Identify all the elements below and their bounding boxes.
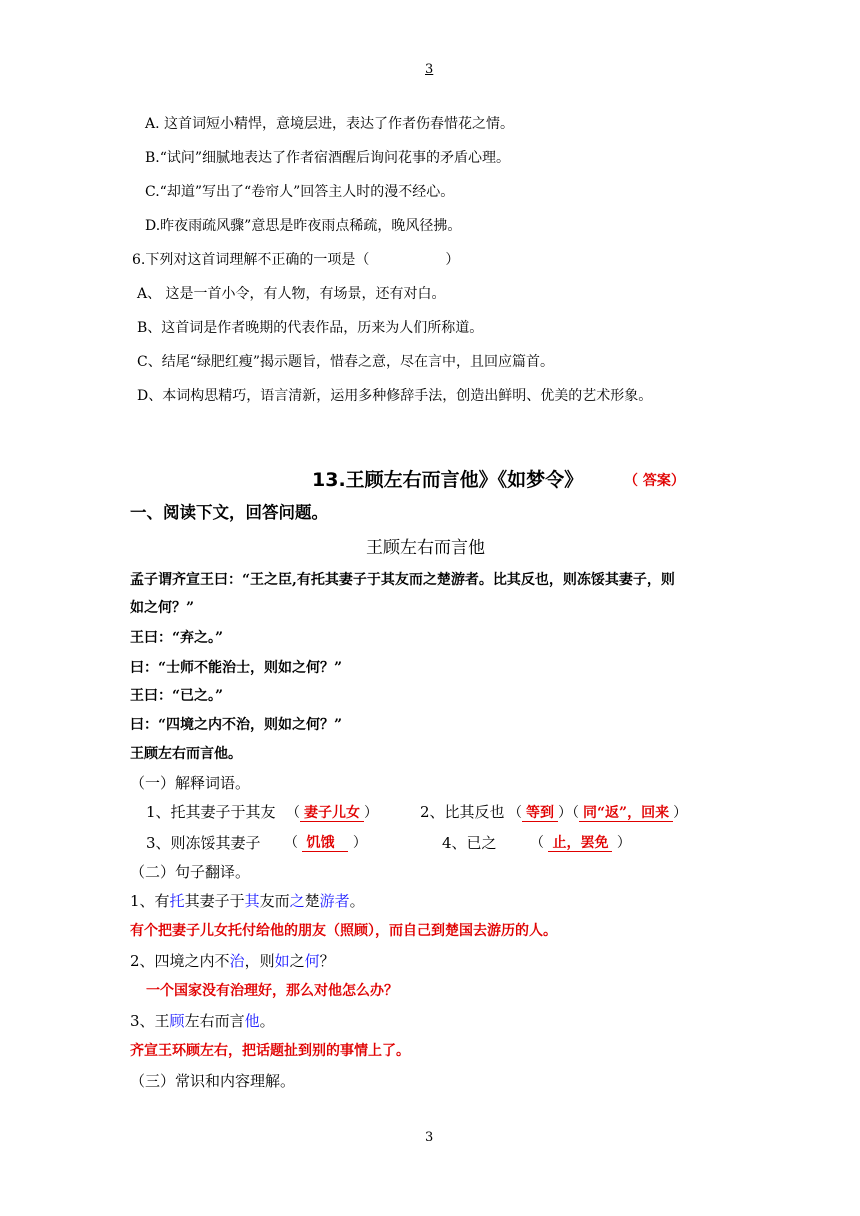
part1-item-1-answer: （ 妻子儿女 ） — [286, 805, 378, 821]
part3-heading: （三）常识和内容理解。 — [130, 1072, 296, 1090]
part2-s1-word: 。 — [349, 892, 365, 910]
q6-option-a: A、 这是一首小令，有人物，有场景，还有对白。 — [137, 286, 446, 302]
part2-s1-prefix: 1、有 — [130, 892, 170, 910]
part2-s2-word: 何 — [304, 952, 320, 970]
passage-line-4: 曰：“士师不能治士，则如之何？” — [130, 660, 343, 676]
part2-s3-word: 。 — [259, 1012, 275, 1030]
part2-s3-prefix: 3、王 — [130, 1012, 170, 1030]
part1-item-1-answer-text: 妻子儿女 — [300, 805, 364, 822]
part1-item-2-answer-1: 等到 — [522, 805, 558, 822]
answer-tag: （ 答案） — [624, 473, 685, 489]
section-title: 13.王顾左右而言他》《如梦令》 — [312, 469, 584, 491]
passage-line-1: 孟子谓齐宣王曰：“王之臣,有托其妻子于其友而之楚游者。比其反也，则冻馁其妻子，则 — [130, 572, 675, 588]
page-footer-number: 3 — [425, 1130, 434, 1145]
part2-s1-word: 托 — [169, 892, 185, 910]
part2-s1-word: 楚 — [304, 892, 320, 910]
part1-item-3-answer-text: 饥饿 — [302, 835, 348, 852]
part1-item-2-label: 2、比其反也 — [420, 803, 505, 821]
part2-sentence-1 — [130, 890, 365, 911]
part2-s1-word: 其 — [244, 892, 260, 910]
part2-s3-word: 顾 — [169, 1012, 185, 1030]
part2-s1-word: 其 — [184, 892, 200, 910]
q6-option-b: B、这首词是作者晚期的代表作品，历来为人们所称道。 — [137, 320, 484, 336]
part1-item-3-label: 3、则冻馁其妻子 — [146, 834, 261, 852]
part2-s2-word: ，则 — [244, 952, 275, 970]
part1-item-1-label: 1、托其妻子于其友 — [146, 803, 276, 821]
part2-s2-word: 治 — [229, 952, 245, 970]
part1-item-2-answer-2: 同“返”，回来 — [579, 805, 673, 822]
part2-answer-3: 齐宣王环顾左右，把话题扯到别的事情上了。 — [130, 1043, 410, 1059]
part1-item-4-answer: （ 止，罢免 ） — [530, 835, 631, 851]
part2-s3-word: 左右而言 — [184, 1012, 245, 1030]
passage-line-6: 曰：“四境之内不治，则如之何？” — [130, 717, 343, 733]
passage-line-3: 王曰：“弃之。” — [130, 630, 224, 646]
part2-s3-word: 他 — [244, 1012, 260, 1030]
part2-s2-word: 之 — [289, 952, 305, 970]
passage-title: 王顾左右而言他 — [366, 538, 485, 558]
part1-item-3-answer: （ 饥饿 ） — [284, 835, 367, 851]
passage-line-5: 王曰：“已之。” — [130, 688, 224, 704]
part1-heading: （一）解释词语。 — [130, 774, 251, 792]
q5-option-a: A. 这首词短小精悍，意境层进，表达了作者伤春惜花之情。 — [145, 116, 515, 132]
part2-heading: （二）句子翻译。 — [130, 863, 251, 881]
part2-s1-word: 友而 — [259, 892, 290, 910]
part2-s1-word: 游者 — [319, 892, 350, 910]
part2-s1-word: 妻子于 — [199, 892, 245, 910]
q5-option-b: B.“试问”细腻地表达了作者宿酒醒后询问花事的矛盾心理。 — [145, 150, 511, 166]
part1-item-4-answer-text: 止，罢免 — [548, 835, 612, 852]
passage-line-2: 如之何？” — [130, 600, 195, 616]
q6-question — [132, 249, 459, 269]
section-instruction: 一、阅读下文，回答问题。 — [130, 503, 328, 522]
part2-sentence-3 — [130, 1010, 275, 1031]
q5-option-c: C.“却道”写出了“卷帘人”回答主人时的漫不经心。 — [145, 184, 455, 200]
part1-item-4-label: 4、已之 — [442, 834, 497, 852]
q6-question-close: ） — [445, 252, 460, 268]
q6-option-c: C、结尾“绿肥红瘦”揭示题旨，惜春之意，尽在言中，且回应篇首。 — [137, 354, 555, 370]
q5-option-d: D.昨夜雨疏风骤”意思是昨夜雨点稀疏，晚风径拂。 — [145, 218, 462, 234]
part2-sentence-2 — [130, 950, 335, 971]
part2-answer-2: 一个国家没有治理好，那么对他怎么办？ — [146, 983, 398, 999]
q6-option-d: D、本词构思精巧，语言清新，运用多种修辞手法，创造出鲜明、优美的艺术形象。 — [137, 388, 653, 404]
passage-line-7: 王顾左右而言他。 — [130, 746, 242, 762]
page-header-number: 3 — [425, 62, 434, 77]
part2-answer-1: 有个把妻子儿女托付给他的朋友（照顾），而自己到楚国去游历的人。 — [130, 923, 557, 939]
part2-s1-word: 之 — [289, 892, 305, 910]
part2-s2-word: ？ — [319, 952, 335, 970]
part1-item-2-answers: （ 等到 ）（ 同“返”，回来 ） — [508, 805, 688, 821]
part2-s2-word: 如 — [274, 952, 290, 970]
q6-question-text: 6.下列对这首词理解不正确的一项是（ — [132, 252, 370, 268]
part2-s2-prefix: 2、四境之内不 — [130, 952, 230, 970]
